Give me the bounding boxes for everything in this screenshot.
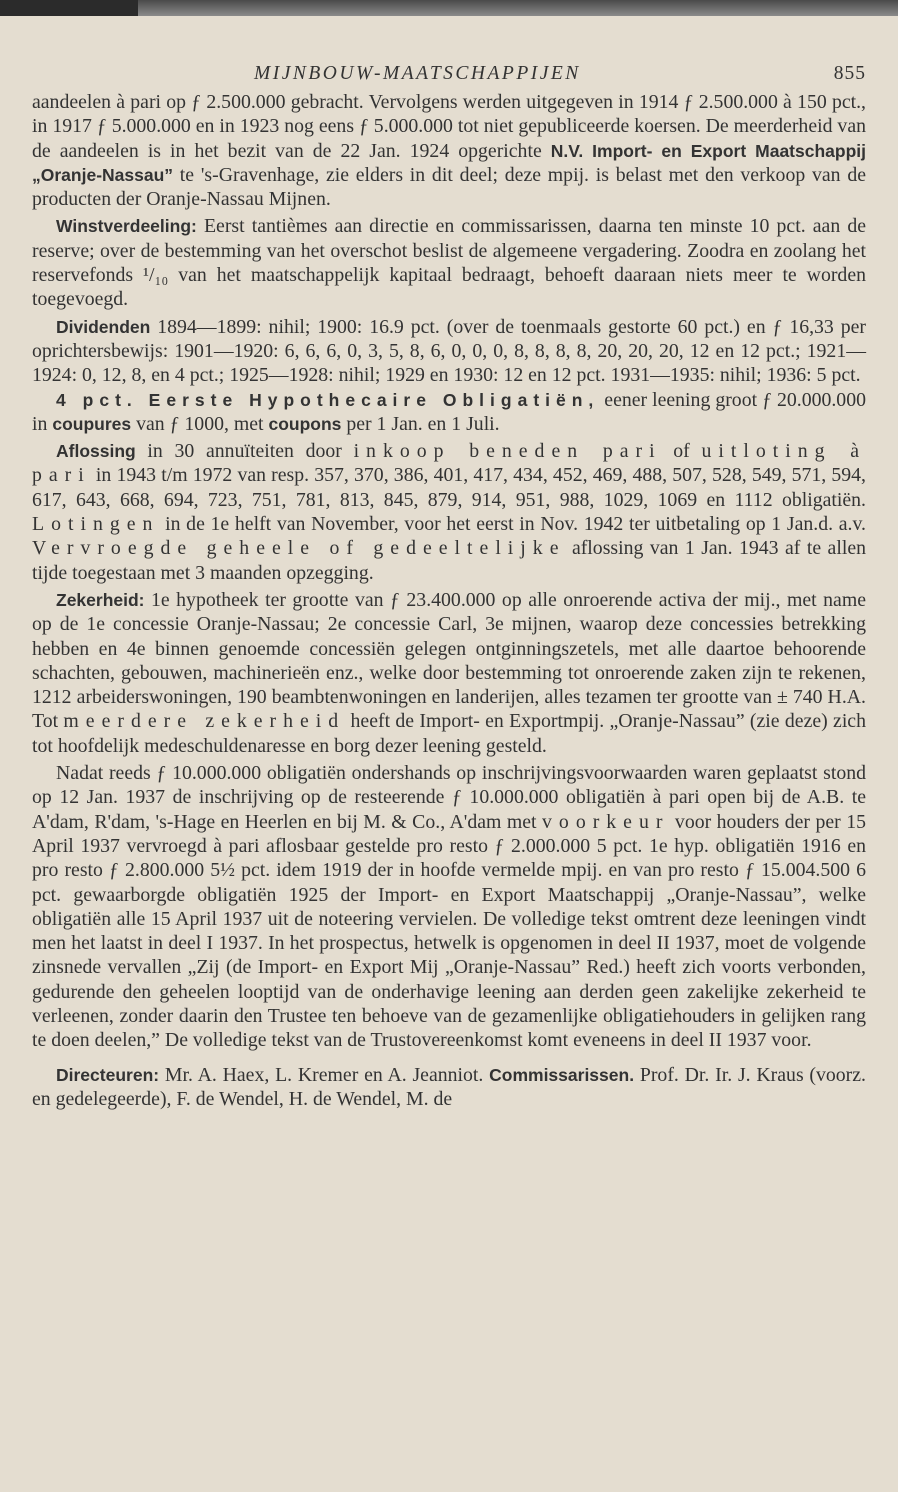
text: in 30 annuïteiten door bbox=[135, 440, 354, 463]
spaced-text: uitloting à pari bbox=[32, 440, 866, 487]
spaced-text: inkoop beneden pari bbox=[353, 440, 662, 463]
text: in 1943 t/m 1972 van resp. 357, 370, 386, 401, 417, 434, 452, 469, 488, 507, 528, 549, 571, 594, 617, 643, 668, 694, 723, 751, 781, 813, 845, 879, 914, 951, 988, 1029, 1069 en 1112 obligatiën. bbox=[32, 464, 866, 511]
page-number: 855 bbox=[833, 63, 866, 84]
paragraph-loan-title bbox=[32, 388, 866, 437]
text: 1894—1899: nihil; 1900: 16.9 pct. (over de toenmaals gestorte 60 pct.) en ƒ 16,33 per oprichtersbewijs: 1901—1920: 6, 6, 6, 0, 3, 5, 8, 6, 0, 0, 0, 8, 8, 8, 8, 20, 20, 20, 12 en 12 pct.; 1921—1924: 0, 12, 8, en 4 pct.; 1925—1928: nihil; 1929 en 1930: 12 en 12 pct. 1931—1935: nihil; 1936: 5 pct. bbox=[32, 315, 866, 387]
paragraph-aflossing bbox=[32, 439, 866, 585]
text: Prof. Dr. Ir. J. Kraus (voorz. en gedelegeerde), F. de Wendel, H. de Wendel, M. de bbox=[32, 1063, 866, 1110]
page bbox=[32, 60, 866, 1111]
text: Mr. A. Haex, L. Kremer en A. Jeanniot. bbox=[159, 1063, 490, 1086]
label-commissarissen: Commissarissen. bbox=[489, 1064, 635, 1085]
coupures-label: coupures bbox=[52, 413, 132, 434]
text: te 's-Gravenhage, zie elders in dit deel; deze mpij. is belast met den verkoop van de producten der Oranje-Nassau Mijnen. bbox=[32, 163, 866, 211]
text: 1e hypotheek ter grootte van ƒ 23.400.000 op alle onroerende activa der mij., met name op de 1e concessie Oranje-Nassau; 2e concessie Carl, 3e mijnen, waarop deze concessies betrekking hebben en 4e binnen genoemde concessiën gelegen ontginningszetels, met alle daartoe behoorende schachten, gebouwen, machinerieën enz., welke door bestemming tot onroerende zaken zijn te rekenen, 1212 arbeiderswoningen, 190 beambtenwoningen en landerijen, alles tezamen ter grootte van ± 740 H.A. Tot bbox=[32, 588, 866, 733]
scan-mark bbox=[0, 0, 138, 16]
paragraph-dividenden bbox=[32, 315, 866, 388]
label-zekerheid: Zekerheid: bbox=[56, 589, 145, 610]
top-border bbox=[0, 0, 898, 16]
paragraph-winstverdeeling bbox=[32, 214, 866, 311]
spaced-text: Lotingen bbox=[32, 513, 160, 536]
label-winstverdeeling: Winstverdeeling: bbox=[56, 216, 197, 237]
loan-title: 4 pct. Eerste Hypothecaire Obligatiën, bbox=[56, 389, 600, 410]
company-name: N.V. Import- en Export Maatschappij „Oranje-Nassau” bbox=[32, 140, 866, 185]
paragraph-directeuren bbox=[32, 1063, 866, 1112]
coupons-label: coupons bbox=[268, 413, 342, 434]
text: voor houders der per 15 April 1937 vervroegd à pari aflosbaar gestelde pro resto ƒ 2.000.000 5 pct. 1e hyp. obligatiën 1916 en pro resto ƒ 2.800.000 5½ pct. idem 1919 der in hoofde vermelde mpij. en van pro resto ƒ 15.004.500 6 pct. gewaarborgde obligatiën 1925 der Import- en Export Maatschappij „Oranje-Nassau”, welke obligatiën alle 15 April 1937 uit de noteering vervielen. De volledige tekst omtrent deze leeningen vindt men het laatst in deel I 1937. In het prospectus, hetwelk is opgenomen in deel II 1937, moet de volgende zinsnede vervallen „Zij (de Import- en Export Mij „Oranje-Nassau” Red.) heeft zich voorts verbonden, gedurende den geheelen looptijd van de onderhavige leening aan derden geen zakelijke zekerheid te verleenen, zonder daarin den Trustee ten behoeve van de gezamenlijke obligatiehouders in gelijken rang te doen deelen,” De volledige tekst van de Trustovereenkomst komt eveneens in deel II 1937 voor. bbox=[32, 810, 866, 1052]
label-dividenden: Dividenden bbox=[56, 316, 151, 337]
running-head: MIJNBOUW-MAATSCHAPPIJEN bbox=[254, 63, 581, 84]
text: aandeelen à pari op ƒ 2.500.000 gebracht. Vervolgens werden uitgegeven in 1914 ƒ 2.500.000 à 150 pct., in 1917 ƒ 5.000.000 en in 1923 nog eens ƒ 5.000.000 tot niet gepubliceerde koersen. De meerderheid van de aandeelen is in het bezit van de 22 Jan. 1924 opgerichte bbox=[32, 91, 866, 162]
text: heeft de Import- en Exportmpij. „Oranje-Nassau” (zie deze) zich tot hoofdelijk medeschuldenaresse en borg dezer leening gesteld. bbox=[32, 710, 866, 757]
text: aflossing van 1 Jan. 1943 af te allen tijde toegestaan met 3 maanden opzegging. bbox=[32, 537, 867, 584]
text: eener leening groot ƒ 20.000.000 in bbox=[32, 388, 866, 435]
spaced-text: Vervroegde geheele of gedeeltelijke bbox=[32, 537, 566, 560]
label-directeuren: Directeuren: bbox=[56, 1064, 160, 1085]
label-aflossing: Aflossing bbox=[56, 441, 136, 462]
spaced-text: meerdere zekerheid bbox=[63, 710, 346, 733]
text: per 1 Jan. en 1 Juli. bbox=[341, 412, 500, 435]
page-header bbox=[32, 60, 866, 90]
spaced-text: voorkeur bbox=[542, 810, 670, 833]
text: van ƒ 1000, met bbox=[131, 412, 269, 435]
paragraph-zekerheid bbox=[32, 588, 866, 758]
text: Nadat reeds ƒ 10.000.000 obligatiën ondershands op inschrijvingsvoorwaarden waren geplaatst stond op 12 Jan. 1937 de inschrijving op de resteerende ƒ 10.000.000 obligatiën à pari open bij de A.B. te A'dam, R'dam, 's-Hage en Heerlen en bij M. & Co., A'dam met bbox=[32, 762, 866, 833]
paragraph-inschrijving bbox=[32, 761, 866, 1053]
text: of bbox=[661, 440, 702, 463]
text: in de 1e helft van November, voor het eerst in Nov. 1942 ter uitbetaling op 1 Jan.d. a.v. bbox=[159, 513, 866, 536]
text: Eerst tantièmes aan directie en commissarissen, daarna ten minste 10 pct. aan de reserve; over de bestemming van het overschot beslist de algemeene vergadering. Zoodra en zoolang het reservefonds ¹/₁₀ van het maatschappelijk kapitaal bedraagt, behoeft daaraan niets meer te worden toegevoegd. bbox=[32, 215, 866, 311]
paragraph-shares bbox=[32, 90, 866, 211]
